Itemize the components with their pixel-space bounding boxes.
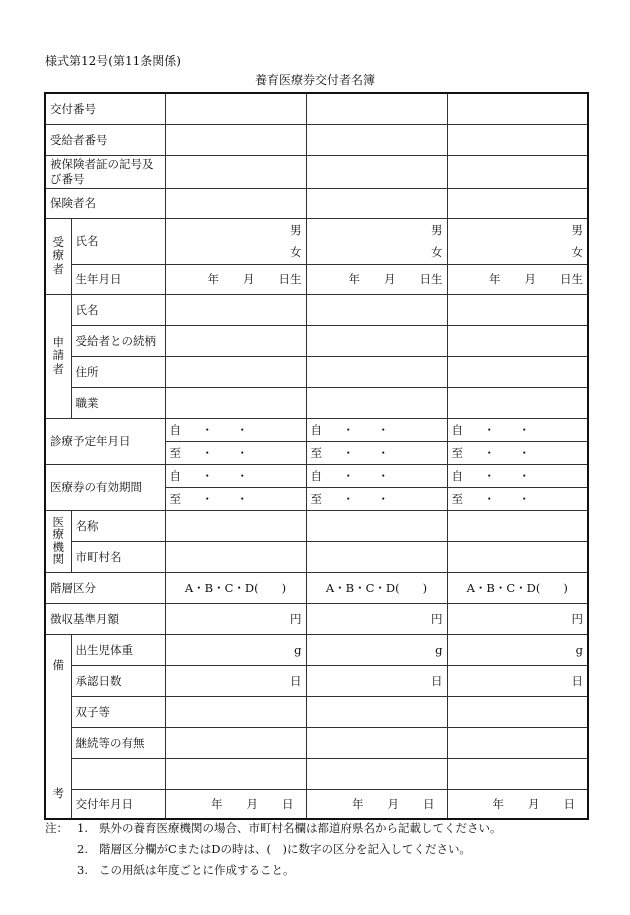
row-shonin-nissu xyxy=(45,665,588,696)
form-number: 様式第12号(第11条関係) xyxy=(45,54,181,68)
cell-gender[interactable]: 男 女 xyxy=(165,218,306,264)
cell-amount[interactable]: 円 xyxy=(165,603,306,634)
cell-input[interactable] xyxy=(447,758,588,789)
row-futago xyxy=(45,696,588,727)
cell-period-from[interactable]: 自 ・ ・ xyxy=(165,464,306,487)
row-hihokensha xyxy=(45,155,588,188)
cell-weight[interactable]: g xyxy=(447,634,588,665)
label-zokugara: 受給者との続柄 xyxy=(71,325,165,356)
label-hihokensha: 被保険者証の記号及び番号 xyxy=(45,155,165,188)
notes-label: 注： xyxy=(45,821,68,835)
row-juryosha-shimei xyxy=(45,218,588,264)
cell-input[interactable] xyxy=(447,541,588,572)
note-number: 1. xyxy=(77,821,88,835)
cell-input[interactable] xyxy=(306,124,447,155)
row-jukyusha-bangou xyxy=(45,124,588,155)
cell-input[interactable] xyxy=(447,727,588,758)
cell-input[interactable] xyxy=(165,758,306,789)
note-text: 県外の養育医療機関の場合、市町村名欄は都道府県名から記載してください。 xyxy=(99,821,502,835)
label-seinengappi: 生年月日 xyxy=(71,264,165,294)
cell-input[interactable] xyxy=(447,124,588,155)
cell-class[interactable]: A・B・C・D( ) xyxy=(165,572,306,603)
section-iryo-kikan: 医療機関 xyxy=(45,510,71,572)
row-hokensha-mei xyxy=(45,188,588,218)
label-meisho: 名称 xyxy=(71,510,165,541)
row-yuko-from xyxy=(45,464,588,487)
cell-input[interactable] xyxy=(165,387,306,418)
note-item xyxy=(45,818,502,839)
row-shinryo-from xyxy=(45,418,588,441)
notes xyxy=(45,818,502,881)
label-yuko-kikan: 医療券の有効期間 xyxy=(45,464,165,510)
row-koufu-bangou xyxy=(45,93,588,124)
cell-input[interactable] xyxy=(306,510,447,541)
cell-input[interactable] xyxy=(306,758,447,789)
cell-days[interactable]: 日 xyxy=(165,665,306,696)
cell-period-to[interactable]: 至 ・ ・ xyxy=(447,487,588,510)
label-keizoku: 継続等の有無 xyxy=(71,727,165,758)
page-title: 養育医療券交付者名簿 xyxy=(254,73,375,87)
label-choshu: 徴収基準月額 xyxy=(45,603,165,634)
label-shokugyo: 職業 xyxy=(71,387,165,418)
cell-input[interactable] xyxy=(165,93,306,124)
cell-input[interactable] xyxy=(165,155,306,188)
cell-input[interactable] xyxy=(165,124,306,155)
row-seinengappi xyxy=(45,264,588,294)
cell-input[interactable] xyxy=(306,727,447,758)
cell-input[interactable] xyxy=(306,325,447,356)
cell-input[interactable] xyxy=(165,188,306,218)
note-text: 階層区分欄がCまたはDの時は、( )に数字の区分を記入してください。 xyxy=(99,842,471,856)
cell-period-to[interactable]: 至 ・ ・ xyxy=(447,441,588,464)
cell-period-from[interactable]: 自 ・ ・ xyxy=(447,464,588,487)
cell-period-from[interactable]: 自 ・ ・ xyxy=(306,418,447,441)
cell-gender[interactable]: 男 女 xyxy=(306,218,447,264)
label-shinseisha-shimei: 氏名 xyxy=(71,294,165,325)
cell-issue-date[interactable]: 年 月 日 xyxy=(447,789,588,819)
label-futago: 双子等 xyxy=(71,696,165,727)
label-koufu-bangou: 交付番号 xyxy=(45,93,165,124)
cell-birth-date[interactable]: 年 月 日生 xyxy=(165,264,306,294)
row-meisho xyxy=(45,510,588,541)
cell-input[interactable] xyxy=(306,387,447,418)
row-shokugyo xyxy=(45,387,588,418)
note-text: この用紙は年度ごとに作成すること。 xyxy=(99,863,295,877)
row-zokugara xyxy=(45,325,588,356)
ledger-table xyxy=(44,92,589,820)
cell-input[interactable] xyxy=(447,155,588,188)
cell-input[interactable] xyxy=(447,356,588,387)
cell-input[interactable] xyxy=(306,356,447,387)
cell-weight[interactable]: g xyxy=(165,634,306,665)
label-shimei: 氏名 xyxy=(71,218,165,264)
row-kaiso xyxy=(45,572,588,603)
cell-gender[interactable]: 男 女 xyxy=(447,218,588,264)
cell-amount[interactable]: 円 xyxy=(447,603,588,634)
label-jukyusha-bangou: 受給者番号 xyxy=(45,124,165,155)
row-shussei-taiju xyxy=(45,634,588,665)
section-shinseisha: 申請者 xyxy=(45,294,71,418)
cell-input[interactable] xyxy=(447,93,588,124)
cell-period-from[interactable]: 自 ・ ・ xyxy=(306,464,447,487)
row-koufu-nengappi xyxy=(45,789,588,819)
note-item xyxy=(45,860,502,881)
cell-input[interactable] xyxy=(447,325,588,356)
cell-input[interactable] xyxy=(165,325,306,356)
cell-input[interactable] xyxy=(165,696,306,727)
cell-class[interactable]: A・B・C・D( ) xyxy=(447,572,588,603)
label-hokensha-mei: 保険者名 xyxy=(45,188,165,218)
cell-days[interactable]: 日 xyxy=(447,665,588,696)
row-shichoson xyxy=(45,541,588,572)
cell-period-to[interactable]: 至 ・ ・ xyxy=(306,441,447,464)
cell-input[interactable] xyxy=(306,294,447,325)
label-jusho: 住所 xyxy=(71,356,165,387)
cell-birth-date[interactable]: 年 月 日生 xyxy=(306,264,447,294)
note-number: 2. xyxy=(77,842,88,856)
label-shussei-taiju: 出生児体重 xyxy=(71,634,165,665)
label-shonin-nissu: 承認日数 xyxy=(71,665,165,696)
cell-input[interactable] xyxy=(165,727,306,758)
cell-input[interactable] xyxy=(447,510,588,541)
cell-birth-date[interactable]: 年 月 日生 xyxy=(447,264,588,294)
cell-input[interactable] xyxy=(447,387,588,418)
cell-period-to[interactable]: 至 ・ ・ xyxy=(165,441,306,464)
row-keizoku xyxy=(45,727,588,758)
cell-input[interactable] xyxy=(165,510,306,541)
cell-period-from[interactable]: 自 ・ ・ xyxy=(447,418,588,441)
cell-input[interactable] xyxy=(165,541,306,572)
cell-weight[interactable]: g xyxy=(306,634,447,665)
cell-input[interactable] xyxy=(447,696,588,727)
cell-input[interactable] xyxy=(306,93,447,124)
cell-issue-date[interactable]: 年 月 日 xyxy=(165,789,306,819)
row-shinseisha-shimei xyxy=(45,294,588,325)
cell-input[interactable] xyxy=(306,155,447,188)
cell-input[interactable] xyxy=(306,188,447,218)
row-blank xyxy=(45,758,588,789)
note-number: 3. xyxy=(77,863,88,877)
cell-period-to[interactable]: 至 ・ ・ xyxy=(165,487,306,510)
cell-period-from[interactable]: 自 ・ ・ xyxy=(165,418,306,441)
cell-input[interactable] xyxy=(306,696,447,727)
label-shichoson: 市町村名 xyxy=(71,541,165,572)
label-blank xyxy=(71,758,165,789)
cell-issue-date[interactable]: 年 月 日 xyxy=(306,789,447,819)
biko-bi: 備 xyxy=(52,657,64,672)
label-shinryo-yotei: 診療予定年月日 xyxy=(45,418,165,464)
cell-input[interactable] xyxy=(306,541,447,572)
label-kaiso: 階層区分 xyxy=(45,572,165,603)
note-item xyxy=(45,839,502,860)
biko-ko: 考 xyxy=(52,785,64,800)
cell-period-to[interactable]: 至 ・ ・ xyxy=(306,487,447,510)
cell-input[interactable] xyxy=(165,356,306,387)
row-jusho xyxy=(45,356,588,387)
cell-input[interactable] xyxy=(165,294,306,325)
section-biko xyxy=(45,634,71,819)
cell-amount[interactable]: 円 xyxy=(306,603,447,634)
cell-class[interactable]: A・B・C・D( ) xyxy=(306,572,447,603)
section-juryosha: 受療者 xyxy=(45,218,71,294)
cell-input[interactable] xyxy=(447,294,588,325)
label-koufu-nengappi: 交付年月日 xyxy=(71,789,165,819)
row-choshu xyxy=(45,603,588,634)
cell-days[interactable]: 日 xyxy=(306,665,447,696)
cell-input[interactable] xyxy=(447,188,588,218)
